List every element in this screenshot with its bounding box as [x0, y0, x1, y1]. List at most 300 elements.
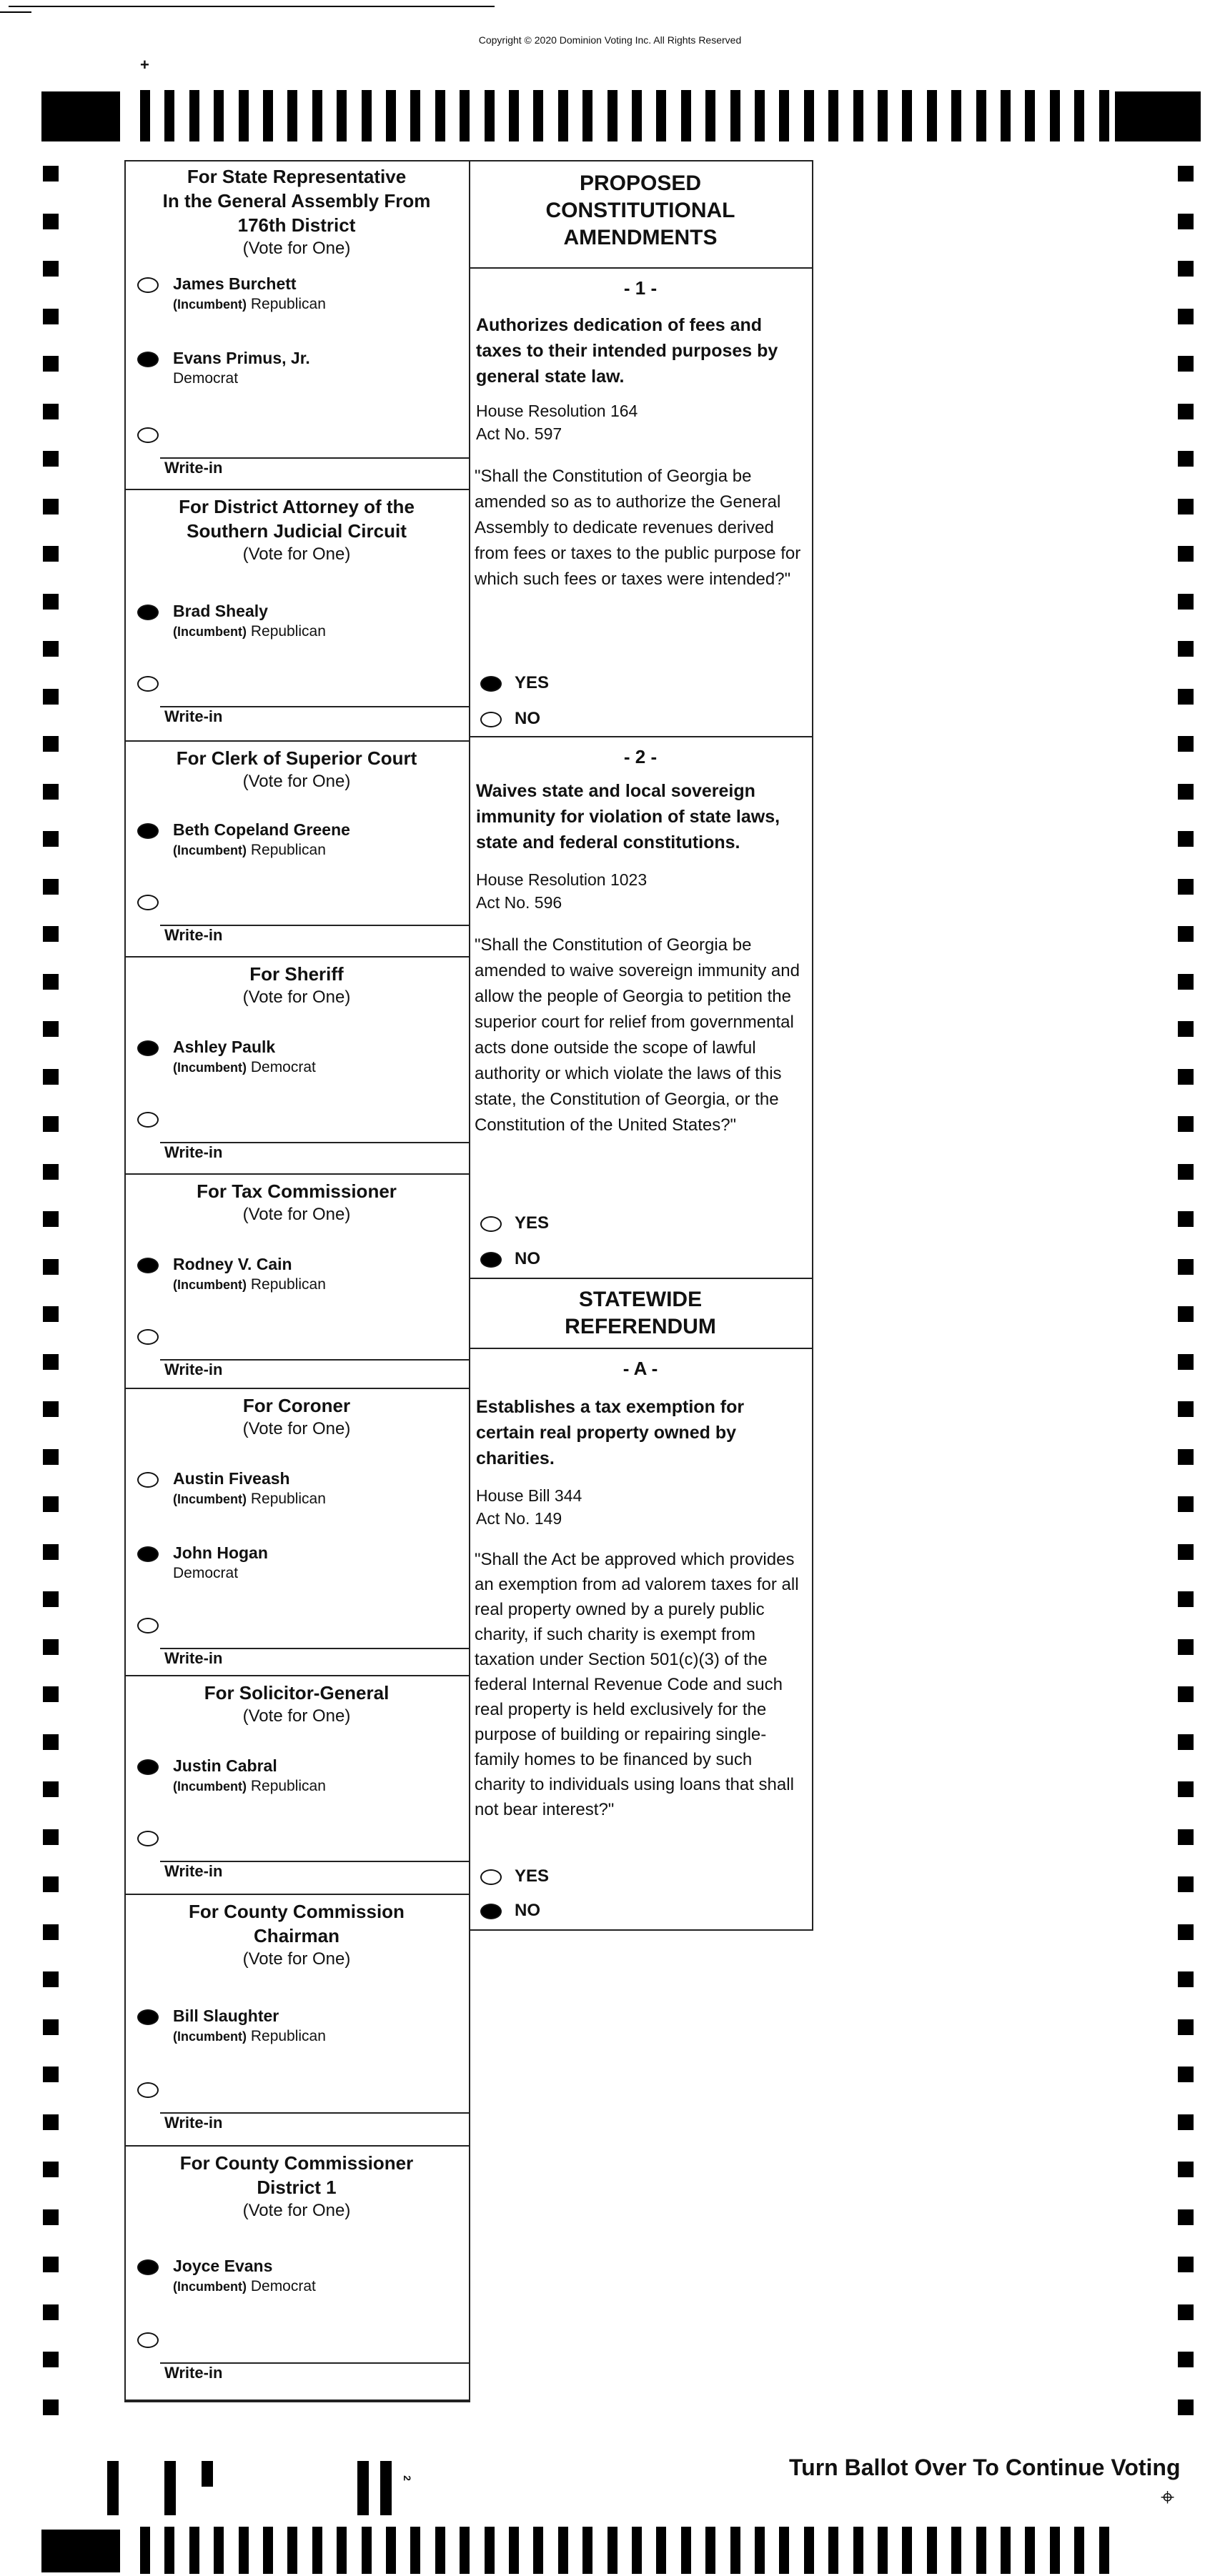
party-name: Republican [250, 296, 326, 312]
contest [124, 490, 469, 742]
ballot-code: 2 [401, 2475, 413, 2481]
timing-bar-bottom [312, 2527, 322, 2574]
timing-bar-bottom [435, 2527, 445, 2574]
timing-mark-left [43, 261, 59, 277]
timing-mark-left [43, 2209, 59, 2225]
contest [124, 1175, 469, 1389]
timing-mark-left [43, 2019, 59, 2035]
amendment-number: - 2 - [623, 746, 658, 767]
vote-for-instruction: (Vote for One) [242, 2201, 351, 2220]
candidate-name: Rodney V. Cain [173, 1255, 292, 1273]
timing-mark-left [43, 499, 59, 514]
candidate-party [173, 1778, 326, 1795]
timing-bar-top [263, 90, 273, 141]
amendment-1 [469, 269, 812, 737]
write-in-oval[interactable] [137, 676, 159, 692]
timing-mark-right [1178, 2209, 1194, 2225]
vote-for-instruction: (Vote for One) [242, 772, 351, 791]
crosshair-icon: ⌖ [1161, 2484, 1175, 2511]
timing-mark-right [1178, 926, 1194, 942]
timing-bar-top [140, 90, 150, 141]
candidate-party [173, 296, 326, 313]
vote-oval[interactable] [137, 1040, 159, 1056]
party-name: Republican [250, 842, 326, 858]
timing-bar-top [239, 90, 249, 141]
contest [124, 2147, 469, 2401]
timing-bar-top [1099, 90, 1109, 141]
no-label: NO [515, 1901, 540, 1920]
timing-bar-top [705, 90, 715, 141]
candidate-name: Ashley Paulk [173, 1038, 276, 1056]
timing-bar-top [558, 90, 568, 141]
timing-mark-right [1178, 1069, 1194, 1085]
vote-for-instruction: (Vote for One) [242, 1419, 351, 1438]
timing-mark-left [43, 974, 59, 990]
timing-mark-right [1178, 974, 1194, 990]
timing-mark-left [43, 2162, 59, 2177]
timing-mark-left [43, 1069, 59, 1085]
timing-mark-left [43, 309, 59, 324]
vote-for-instruction: (Vote for One) [242, 1706, 351, 1726]
timing-mark-left [43, 689, 59, 705]
timing-bar-top [582, 90, 592, 141]
timing-mark-right [1178, 1449, 1194, 1465]
timing-mark-left [43, 784, 59, 800]
timing-mark-right [1178, 2067, 1194, 2082]
timing-mark-right [1178, 1781, 1194, 1797]
timing-bar-bottom [558, 2527, 568, 2574]
timing-mark-left [43, 1401, 59, 1417]
timing-mark-right [1178, 2114, 1194, 2130]
vote-for-instruction: (Vote for One) [242, 544, 351, 564]
write-in-label: Write-in [164, 926, 223, 944]
contest-title: For Tax Commissioner [197, 1180, 397, 1202]
timing-bar-top [927, 90, 937, 141]
timing-mark-right [1178, 1591, 1194, 1607]
timing-mark-left [43, 2304, 59, 2320]
write-in-oval[interactable] [137, 427, 159, 443]
yes-oval[interactable] [480, 1216, 502, 1232]
vote-oval[interactable] [137, 352, 159, 367]
timing-bar-top [1074, 90, 1084, 141]
timing-mark-right [1178, 1639, 1194, 1655]
contest [124, 1389, 469, 1676]
timing-bar-top [902, 90, 912, 141]
incumbent-tag: (Incumbent) [173, 843, 247, 857]
timing-bar-top [214, 90, 224, 141]
timing-bar-bottom [533, 2527, 543, 2574]
amendment-summary: Waives state and local sovereign immunity for violation of state laws, state and federal constitutions. [476, 781, 780, 852]
candidate-name: Joyce Evans [173, 2257, 273, 2275]
timing-mark-right [1178, 1354, 1194, 1370]
timing-mark-right [1178, 2257, 1194, 2272]
vote-oval[interactable] [137, 277, 159, 293]
timing-bar-bottom [779, 2527, 789, 2574]
timing-mark-right [1178, 594, 1194, 610]
incumbent-tag: (Incumbent) [173, 1060, 247, 1075]
timing-mark-right [1178, 166, 1194, 181]
timing-bar-bottom [410, 2527, 420, 2574]
party-name: Republican [250, 2028, 326, 2044]
timing-mark-right [1178, 1544, 1194, 1560]
timing-mark-right [1178, 1116, 1194, 1132]
write-in-label: Write-in [164, 1361, 223, 1378]
timing-bar-bottom [1025, 2527, 1035, 2574]
incumbent-tag: (Incumbent) [173, 1492, 247, 1506]
timing-mark-right [1178, 879, 1194, 895]
timing-mark-right [1178, 2352, 1194, 2367]
referendum-ref-act: Act No. 149 [476, 1509, 562, 1528]
timing-mark-right [1178, 1924, 1194, 1940]
timing-mark-right [1178, 641, 1194, 657]
contest-title: For County Commission Chairman [189, 1901, 405, 1946]
incumbent-tag: (Incumbent) [173, 1278, 247, 1292]
no-label: NO [515, 709, 540, 728]
timing-bar-bottom [337, 2527, 347, 2574]
timing-mark-left [43, 594, 59, 610]
candidate-party [173, 623, 326, 640]
amendment-2 [469, 737, 812, 1279]
timing-bar-bottom [362, 2527, 372, 2574]
no-oval[interactable] [480, 1904, 502, 1919]
timing-bar-top [509, 90, 519, 141]
vote-for-instruction: (Vote for One) [242, 239, 351, 258]
vote-for-instruction: (Vote for One) [242, 988, 351, 1007]
timing-mark-right [1178, 1401, 1194, 1417]
timing-bar-top [755, 90, 765, 141]
timing-mark-left [43, 1639, 59, 1655]
timing-bar-bottom [755, 2527, 765, 2574]
timing-bar-bottom [656, 2527, 666, 2574]
write-in-label: Write-in [164, 1649, 223, 1667]
timing-mark-right [1178, 2162, 1194, 2177]
timing-bar-top [287, 90, 297, 141]
timing-mark-left [43, 1591, 59, 1607]
timing-bar-bottom [878, 2527, 888, 2574]
timing-mark-left [43, 926, 59, 942]
candidate-party [173, 2278, 316, 2295]
candidate-party [173, 1276, 326, 1293]
timing-block-bottom-left [41, 2530, 120, 2572]
amendment-ref-act: Act No. 596 [476, 893, 562, 912]
timing-bar-bottom [214, 2527, 224, 2574]
timing-mark-left [43, 1116, 59, 1132]
timing-mark-left [43, 1829, 59, 1845]
timing-mark-left [43, 1781, 59, 1797]
timing-mark-right [1178, 546, 1194, 562]
timing-bar-top [632, 90, 642, 141]
timing-bar-top [1025, 90, 1035, 141]
timing-mark-left [43, 641, 59, 657]
footer-bar [164, 2461, 176, 2515]
vote-oval[interactable] [137, 1546, 159, 1562]
write-in-label: Write-in [164, 2114, 223, 2132]
contest-title: For County Commissioner District 1 [179, 2152, 414, 2198]
timing-bar-top [828, 90, 838, 141]
amendment-question: "Shall the Constitution of Georgia be amended to waive sovereign immunity and allow the people of Georgia to petition the superior court for relief from governmental acts done outside the scope of lawful authority or which violate the laws of this state, the Constitution of Georgia, or the Constitution of the United States?" [475, 935, 800, 1135]
amendment-summary: Authorizes dedication of fees and taxes to their intended purposes by general state law. [476, 315, 778, 387]
timing-bar-top [485, 90, 495, 141]
write-in-label: Write-in [164, 707, 223, 725]
write-in-oval[interactable] [137, 1329, 159, 1345]
footer-bar [357, 2461, 369, 2515]
timing-mark-left [43, 1449, 59, 1465]
timing-mark-right [1178, 2304, 1194, 2320]
party-name: Democrat [173, 1565, 239, 1581]
yes-label: YES [515, 673, 550, 692]
timing-bar-bottom [509, 2527, 519, 2574]
contest-title: For Clerk of Superior Court [176, 747, 417, 769]
vote-oval[interactable] [137, 1258, 159, 1273]
referendum-header [469, 1279, 812, 1349]
timing-mark-left [43, 2400, 59, 2415]
referendum-a [469, 1349, 812, 1931]
timing-bar-bottom [485, 2527, 495, 2574]
amendment-ref-resolution: House Resolution 164 [476, 402, 638, 420]
vote-for-instruction: (Vote for One) [242, 1949, 351, 1969]
no-label: NO [515, 1249, 540, 1268]
timing-bar-top [1050, 90, 1060, 141]
timing-mark-left [43, 1544, 59, 1560]
party-name: Democrat [250, 2278, 316, 2294]
write-in-oval[interactable] [137, 2332, 159, 2348]
candidate-party [173, 1565, 238, 1582]
amendment-question: "Shall the Constitution of Georgia be amended so as to authorize the General Assembly to dedicate revenues derived from fees or taxes to the public purpose for which such fees or taxes were intended?" [475, 467, 801, 589]
candidate-name: Beth Copeland Greene [173, 820, 350, 839]
timing-bar-top [189, 90, 199, 141]
timing-mark-left [43, 1924, 59, 1940]
timing-bar-top [853, 90, 863, 141]
candidate-name: Evans Primus, Jr. [173, 349, 310, 367]
timing-bar-bottom [976, 2527, 986, 2574]
contest-title: For State Representative In the General Assembly From 176th District [162, 166, 431, 236]
timing-bar-top [460, 90, 470, 141]
vote-oval[interactable] [137, 1472, 159, 1488]
timing-mark-right [1178, 1496, 1194, 1512]
timing-bar-top [435, 90, 445, 141]
contest [124, 1895, 469, 2147]
timing-mark-left [43, 1021, 59, 1037]
yes-label: YES [515, 1213, 550, 1233]
timing-mark-right [1178, 451, 1194, 467]
candidate-name: Justin Cabral [173, 1756, 277, 1775]
vote-for-instruction: (Vote for One) [242, 1205, 351, 1224]
timing-bar-bottom [239, 2527, 249, 2574]
timing-mark-right [1178, 1971, 1194, 1987]
timing-mark-right [1178, 1734, 1194, 1750]
timing-bar-bottom [1001, 2527, 1011, 2574]
timing-mark-right [1178, 499, 1194, 514]
timing-mark-right [1178, 689, 1194, 705]
footer-bar [380, 2461, 392, 2515]
referendum-number: - A - [623, 1358, 658, 1379]
timing-mark-right [1178, 356, 1194, 372]
timing-bar-bottom [386, 2527, 396, 2574]
timing-bar-bottom [730, 2527, 740, 2574]
timing-mark-left [43, 2067, 59, 2082]
timing-mark-left [43, 831, 59, 847]
timing-bar-bottom [164, 2527, 174, 2574]
timing-mark-left [43, 879, 59, 895]
timing-bar-top [804, 90, 814, 141]
incumbent-tag: (Incumbent) [173, 297, 247, 312]
timing-bar-top [362, 90, 372, 141]
registration-plus: + [140, 56, 149, 74]
amendment-ref-act: Act No. 597 [476, 424, 562, 443]
timing-bar-top [779, 90, 789, 141]
party-name: Republican [250, 1778, 326, 1794]
write-in-oval[interactable] [137, 895, 159, 910]
contest [124, 742, 469, 958]
party-name: Republican [250, 1491, 326, 1507]
timing-mark-left [43, 1211, 59, 1227]
timing-bar-bottom [951, 2527, 961, 2574]
timing-mark-right [1178, 1259, 1194, 1275]
timing-bar-top [878, 90, 888, 141]
timing-mark-left [43, 546, 59, 562]
timing-bar-top [951, 90, 961, 141]
timing-bar-top [976, 90, 986, 141]
candidate-party [173, 1059, 316, 1076]
write-in-label: Write-in [164, 459, 223, 477]
referendum-header-text: STATEWIDE REFERENDUM [565, 1288, 716, 1338]
contest [124, 1676, 469, 1895]
footer-bar [107, 2461, 119, 2515]
timing-mark-left [43, 1734, 59, 1750]
vote-oval[interactable] [137, 2009, 159, 2025]
timing-mark-right [1178, 261, 1194, 277]
timing-mark-right [1178, 784, 1194, 800]
timing-bar-bottom [460, 2527, 470, 2574]
timing-mark-right [1178, 1686, 1194, 1702]
timing-bar-top [312, 90, 322, 141]
candidate-party [173, 2028, 326, 2045]
yes-oval[interactable] [480, 676, 502, 692]
timing-bar-top [656, 90, 666, 141]
copyright-text: Copyright © 2020 Dominion Voting Inc. All Rights Reserved [478, 34, 742, 46]
timing-mark-right [1178, 1211, 1194, 1227]
timing-mark-left [43, 1354, 59, 1370]
turn-over-instruction: Turn Ballot Over To Continue Voting [789, 2455, 1181, 2480]
timing-bar-bottom [263, 2527, 273, 2574]
timing-mark-right [1178, 214, 1194, 229]
timing-bar-bottom [853, 2527, 863, 2574]
footer-bar [202, 2461, 213, 2487]
no-oval[interactable] [480, 1252, 502, 1268]
timing-mark-left [43, 1496, 59, 1512]
contest-title: For District Attorney of the Southern Judicial Circuit [179, 496, 415, 542]
timing-bar-top [681, 90, 691, 141]
candidate-party [173, 1491, 326, 1508]
timing-mark-left [43, 1876, 59, 1892]
candidate-party [173, 842, 326, 859]
timing-mark-left [43, 1164, 59, 1180]
write-in-oval[interactable] [137, 1831, 159, 1846]
vote-oval[interactable] [137, 605, 159, 620]
contest [124, 958, 469, 1175]
contest [124, 160, 469, 490]
amendment-number: - 1 - [623, 277, 658, 299]
referendum-ref-bill: House Bill 344 [476, 1486, 582, 1505]
candidate-name: James Burchett [173, 274, 297, 293]
write-in-oval[interactable] [137, 2082, 159, 2098]
write-in-oval[interactable] [137, 1618, 159, 1633]
candidate-name: Austin Fiveash [173, 1469, 290, 1488]
write-in-label: Write-in [164, 1143, 223, 1161]
party-name: Republican [250, 1276, 326, 1293]
timing-bar-bottom [140, 2527, 150, 2574]
party-name: Republican [250, 623, 326, 640]
incumbent-tag: (Incumbent) [173, 625, 247, 639]
timing-mark-right [1178, 1164, 1194, 1180]
vote-oval[interactable] [137, 1759, 159, 1775]
timing-bar-bottom [287, 2527, 297, 2574]
timing-mark-right [1178, 2019, 1194, 2035]
timing-mark-left [43, 736, 59, 752]
write-in-oval[interactable] [137, 1112, 159, 1128]
contest-title: For Coroner [242, 1395, 351, 1416]
amendments-header [469, 160, 812, 269]
timing-bar-bottom [1099, 2527, 1109, 2574]
timing-bar-bottom [582, 2527, 592, 2574]
party-name: Democrat [173, 370, 239, 387]
timing-bar-top [386, 90, 396, 141]
timing-mark-right [1178, 309, 1194, 324]
write-in-label: Write-in [164, 2364, 223, 2382]
timing-bar-bottom [927, 2527, 937, 2574]
timing-mark-left [43, 2114, 59, 2130]
timing-mark-left [43, 1686, 59, 1702]
referendum-question: "Shall the Act be approved which provides an exemption from ad valorem taxes for all real property owned by a purely public charity, if such charity is exempt from taxation under Section 501(c)(3) of the federal Internal Revenue Code and such real property is held exclusively for the purpose of building or repairing single-family homes to be financed by such charity to individuals using loans that shall not bear interest?" [475, 1550, 799, 1819]
timing-bar-bottom [632, 2527, 642, 2574]
party-name: Democrat [250, 1059, 316, 1075]
timing-bar-top [730, 90, 740, 141]
contest-title: For Sheriff [249, 963, 344, 985]
referendum-summary: Establishes a tax exemption for certain real property owned by charities. [476, 1397, 745, 1468]
incumbent-tag: (Incumbent) [173, 1779, 247, 1794]
timing-bar-bottom [902, 2527, 912, 2574]
timing-mark-left [43, 356, 59, 372]
timing-bar-bottom [607, 2527, 618, 2574]
no-oval[interactable] [480, 712, 502, 727]
timing-mark-right [1178, 1829, 1194, 1845]
timing-mark-left [43, 214, 59, 229]
timing-mark-left [43, 2257, 59, 2272]
timing-mark-right [1178, 831, 1194, 847]
yes-oval[interactable] [480, 1869, 502, 1885]
top-rule [9, 6, 495, 7]
timing-mark-right [1178, 1876, 1194, 1892]
timing-mark-right [1178, 1021, 1194, 1037]
amendments-header-text: PROPOSED CONSTITUTIONAL AMENDMENTS [545, 171, 735, 249]
timing-mark-left [43, 1259, 59, 1275]
timing-mark-left [43, 166, 59, 181]
timing-bar-bottom [189, 2527, 199, 2574]
yes-label: YES [515, 1866, 550, 1886]
timing-mark-left [43, 2352, 59, 2367]
vote-oval[interactable] [137, 2259, 159, 2275]
timing-bar-top [607, 90, 618, 141]
candidate-name: Bill Slaughter [173, 2006, 279, 2025]
timing-bar-top [1001, 90, 1011, 141]
timing-bar-top [410, 90, 420, 141]
timing-mark-left [43, 451, 59, 467]
incumbent-tag: (Incumbent) [173, 2029, 247, 2044]
candidate-name: John Hogan [173, 1543, 268, 1562]
timing-bar-bottom [1074, 2527, 1084, 2574]
incumbent-tag: (Incumbent) [173, 2279, 247, 2294]
vote-oval[interactable] [137, 823, 159, 839]
